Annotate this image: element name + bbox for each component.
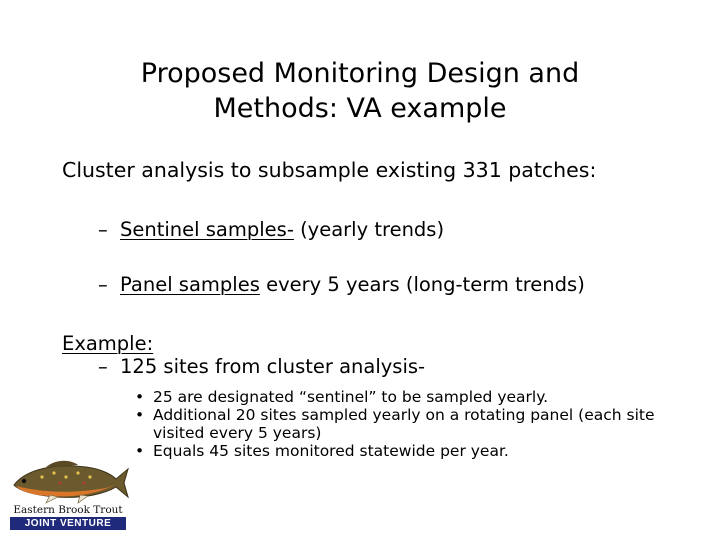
- bullet-item: • Equals 45 sites monitored statewide per year.: [133, 442, 663, 460]
- example-subitem-text: 125 sites from cluster analysis-: [120, 355, 426, 378]
- panel-description: every 5 years (long-term trends): [259, 273, 585, 296]
- dash-marker: –: [98, 218, 108, 241]
- panel-label: Panel samples: [120, 273, 260, 296]
- bullet-item: • Additional 20 sites sampled yearly on a rotating panel (each site visited every 5 years): [133, 406, 663, 442]
- sentinel-description: (yearly trends): [293, 218, 445, 241]
- dash-marker: –: [98, 355, 108, 378]
- panel-item: [98, 273, 585, 296]
- bullet-item: • 25 are designated “sentinel” to be sampled yearly.: [133, 388, 663, 406]
- logo-name-text: Eastern Brook Trout: [13, 504, 123, 516]
- slide-title-line-1: Proposed Monitoring Design and: [140, 58, 580, 89]
- sentinel-item: [98, 218, 444, 241]
- trout-icon: [6, 455, 130, 505]
- dash-marker: –: [98, 273, 108, 296]
- lead-text: Cluster analysis to subsample existing 331 patches:: [62, 158, 597, 182]
- sentinel-label: Sentinel samples-: [120, 218, 294, 241]
- example-heading: Example:: [62, 332, 154, 355]
- bullet-list: [133, 388, 663, 460]
- eastern-brook-trout-logo: [6, 455, 130, 531]
- example-subitem: [98, 355, 425, 378]
- logo-bar-text: JOINT VENTURE: [10, 517, 126, 530]
- slide-title: [60, 56, 660, 126]
- slide-title-line-2: Methods: VA example: [213, 93, 507, 124]
